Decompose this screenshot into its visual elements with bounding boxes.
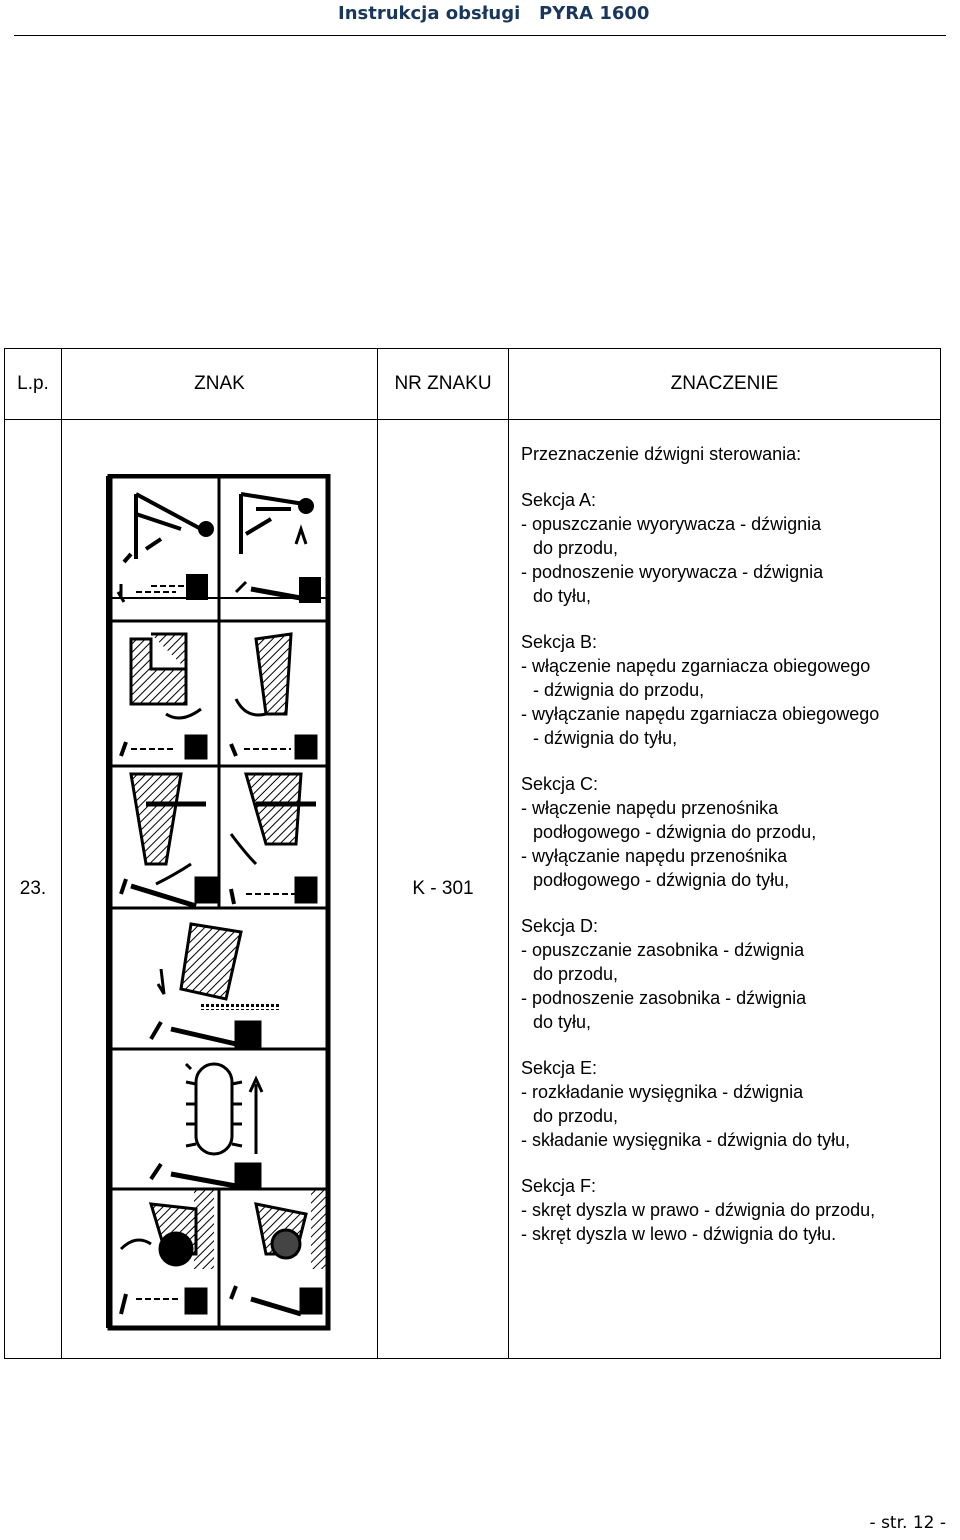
- header-rule: [14, 35, 946, 36]
- meaning-section: [521, 914, 940, 1034]
- section-line: - dźwignia do przodu,: [533, 680, 705, 700]
- section-line: - wyłączanie napędu zgarniacza obiegowego: [521, 704, 880, 724]
- section-title: Sekcja E:: [521, 1058, 598, 1078]
- section-line: - skręt dyszla w lewo - dźwignia do tyłu.: [521, 1224, 837, 1244]
- section-line: - rozkładanie wysięgnika - dźwignia: [521, 1082, 804, 1102]
- section-d-icons: [151, 924, 281, 1046]
- section-title: Sekcja F:: [521, 1176, 597, 1196]
- page-number: - str. 12 -: [869, 1513, 946, 1533]
- meaning-section: [521, 1056, 940, 1152]
- table-row: [5, 420, 941, 1359]
- row-number: 23.: [5, 420, 62, 1359]
- section-e-icons: [151, 1064, 262, 1188]
- section-title: Sekcja B:: [521, 632, 598, 652]
- section-title: Sekcja A:: [521, 490, 597, 510]
- section-line: - podnoszenie zasobnika - dźwignia: [521, 988, 807, 1008]
- meaning-section: [521, 630, 940, 750]
- col-header-nr-znaku: NR ZNAKU: [378, 349, 509, 420]
- col-header-lp: L.p.: [5, 349, 62, 420]
- col-header-znaczenie: ZNACZENIE: [509, 349, 941, 420]
- sign-number: K - 301: [378, 420, 509, 1359]
- meaning-section: [521, 488, 940, 608]
- signs-table: [4, 348, 941, 1359]
- sign-cell: [62, 420, 378, 1359]
- section-line: do tyłu,: [533, 1012, 592, 1032]
- section-line: podłogowego - dźwignia do tyłu,: [533, 870, 790, 890]
- table-header-row: [5, 349, 941, 420]
- meaning-section: [521, 1174, 940, 1246]
- section-line: podłogowego - dźwignia do przodu,: [533, 822, 817, 842]
- section-line: - składanie wysięgnika - dźwignia do tyłu,: [521, 1130, 851, 1150]
- meaning-cell: [509, 420, 941, 1359]
- section-line: - podnoszenie wyorywacza - dźwignia: [521, 562, 824, 582]
- section-line: - dźwignia do tyłu,: [533, 728, 678, 748]
- section-line: do przodu,: [533, 964, 619, 984]
- section-line: - skręt dyszla w prawo - dźwignia do przodu,: [521, 1200, 876, 1220]
- meaning-sections: [521, 488, 940, 1246]
- section-title: Sekcja C:: [521, 774, 599, 794]
- meaning-section: [521, 772, 940, 892]
- col-header-znak: ZNAK: [62, 349, 378, 420]
- section-line: - włączenie napędu zgarniacza obiegowego: [521, 656, 871, 676]
- section-line: do tyłu,: [533, 586, 592, 606]
- section-line: do przodu,: [533, 538, 619, 558]
- section-line: do przodu,: [533, 1106, 619, 1126]
- section-title: Sekcja D:: [521, 916, 599, 936]
- header-title: Instrukcja obsługi PYRA 1600: [338, 3, 650, 24]
- section-line: - wyłączanie napędu przenośnika: [521, 846, 788, 866]
- section-line: - włączenie napędu przenośnika: [521, 798, 779, 818]
- page-header: [0, 0, 960, 36]
- section-line: - opuszczanie wyorywacza - dźwignia: [521, 514, 822, 534]
- control-lever-sign-illustration: [106, 474, 334, 1332]
- section-line: - opuszczanie zasobnika - dźwignia: [521, 940, 805, 960]
- section-f-icons: [121, 1189, 327, 1314]
- meaning-intro: Przeznaczenie dźwigni sterowania:: [521, 444, 802, 464]
